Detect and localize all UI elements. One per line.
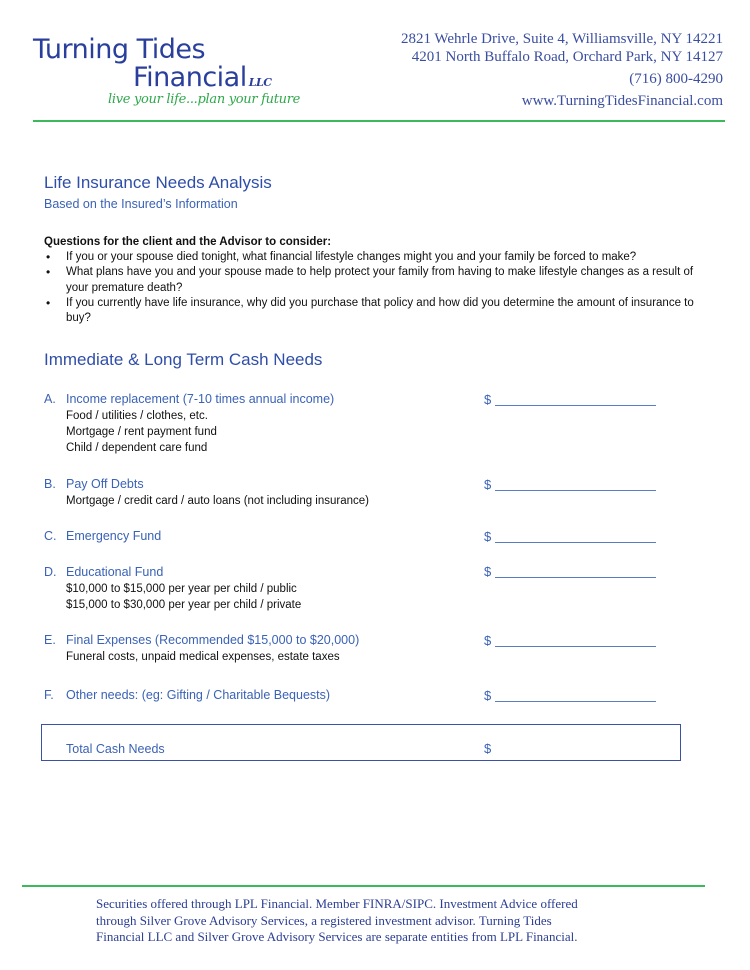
need-label: Income replacement (7-10 times annual income) (66, 392, 335, 406)
logo-text-line1: Turning Tides (33, 34, 206, 65)
need-label: Emergency Fund (66, 529, 162, 543)
need-label: Other needs: (eg: Gifting / Charitable Bequests) (66, 688, 331, 702)
need-detail: Funeral costs, unpaid medical expenses, estate taxes (66, 651, 340, 663)
need-label: Pay Off Debts (66, 477, 144, 491)
total-label: Total Cash Needs (66, 742, 165, 756)
company-logo (33, 34, 313, 114)
phone-number: (716) 800-4290 (629, 71, 723, 87)
contact-block (401, 30, 723, 110)
amount-blank-line[interactable] (495, 701, 656, 702)
total-amount-field[interactable]: $ (484, 741, 492, 756)
dollar-sign: $ (484, 477, 492, 492)
footer-divider (22, 885, 705, 887)
logo-financial: Financial (133, 62, 247, 93)
need-detail: Food / utilities / clothes, etc. (66, 410, 208, 422)
need-detail: Child / dependent care fund (66, 442, 208, 454)
need-detail: Mortgage / rent payment fund (66, 426, 217, 438)
need-detail: $15,000 to $30,000 per year per child / private (66, 599, 302, 611)
dollar-sign: $ (484, 529, 492, 544)
need-label: Final Expenses (Recommended $15,000 to $20,000) (66, 633, 360, 647)
need-letter: D. (44, 565, 57, 579)
header-divider (33, 120, 725, 122)
amount-blank-line[interactable] (495, 405, 656, 406)
dollar-sign: $ (484, 564, 492, 579)
disclaimer-line: Securities offered through LPL Financial. Member FINRA/SIPC. Investment Advice offered (96, 896, 578, 911)
amount-field-educational-fund[interactable] (484, 565, 656, 579)
page-title: Life Insurance Needs Analysis (44, 173, 272, 192)
need-letter: A. (44, 392, 56, 406)
question-item: • What plans have you and your spouse made to help protect your family from having to make lifestyle changes as a result of your premature death? (44, 265, 694, 295)
address-williamsville: 2821 Wehrle Drive, Suite 4, Williamsville, NY 14221 (400, 31, 723, 47)
need-details (44, 581, 664, 613)
questions-heading: Questions for the client and the Advisor to consider: (44, 236, 332, 248)
website-link[interactable]: www.TurningTidesFinancial.com (521, 93, 723, 109)
amount-blank-line[interactable] (495, 646, 656, 647)
amount-field-final-expenses[interactable] (484, 634, 656, 648)
questions-list (44, 250, 694, 326)
section-title: Immediate & Long Term Cash Needs (44, 350, 323, 369)
need-letter: B. (44, 477, 56, 491)
need-detail: Mortgage / credit card / auto loans (not including insurance) (66, 495, 369, 507)
disclaimer-line: through Silver Grove Advisory Services, a registered investment advisor. Turning Tides (96, 912, 552, 928)
total-cash-needs-box (41, 724, 681, 761)
footer-disclaimer (96, 896, 696, 946)
amount-field-emergency-fund[interactable] (484, 530, 656, 544)
amount-blank-line[interactable] (495, 490, 656, 491)
logo-tagline: live your life...plan your future (108, 92, 301, 107)
need-label: Educational Fund (66, 565, 164, 579)
question-item: • If you or your spouse died tonight, what financial lifestyle changes might you and your family be forced to make? (44, 250, 694, 265)
need-details (44, 649, 664, 665)
dollar-sign: $ (484, 688, 492, 703)
need-details (44, 408, 664, 456)
need-letter: C. (44, 529, 57, 543)
logo-text-line2 (133, 62, 271, 93)
amount-field-income-replacement[interactable] (484, 393, 656, 407)
logo-llc: LLC (248, 76, 272, 89)
page-subtitle: Based on the Insured’s Information (44, 197, 238, 211)
need-letter: E. (44, 633, 56, 647)
disclaimer-line: Financial LLC and Silver Grove Advisory Services are separate entities from LPL Financial. (96, 929, 578, 944)
amount-blank-line[interactable] (495, 577, 656, 578)
amount-field-other-needs[interactable] (484, 689, 656, 703)
amount-field-pay-off-debts[interactable] (484, 478, 656, 492)
address-orchard-park: 4201 North Buffalo Road, Orchard Park, NY 14127 (411, 49, 723, 65)
dollar-sign: $ (484, 392, 492, 407)
questions-block (44, 235, 694, 326)
need-letter: F. (44, 688, 54, 702)
need-detail: $10,000 to $15,000 per year per child / public (66, 583, 297, 595)
question-item: • If you currently have life insurance, why did you purchase that policy and how did you determine the amount of insurance to buy? (44, 296, 694, 326)
dollar-sign: $ (484, 633, 492, 648)
need-details (44, 493, 664, 509)
amount-blank-line[interactable] (495, 542, 656, 543)
